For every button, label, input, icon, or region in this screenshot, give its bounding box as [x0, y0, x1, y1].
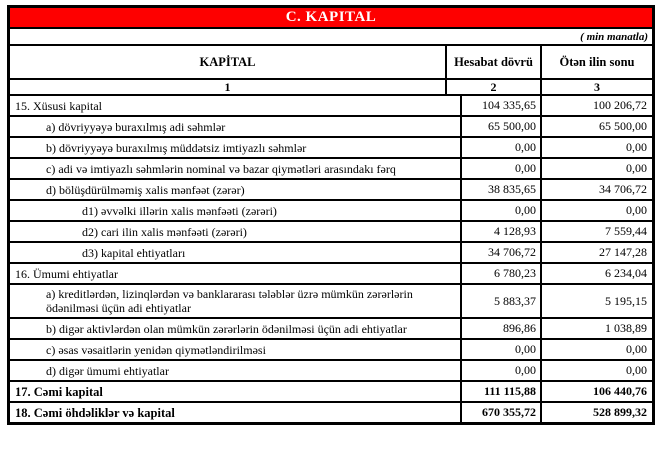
row-label: b) digər aktivlərdən olan mümkün zərərlərin ödənilməsi üçün adi ehtiyatlar: [10, 319, 462, 338]
capital-statement-table: [7, 5, 655, 425]
row-value-previous-year-end: 0,00: [626, 161, 647, 175]
row-value-previous-year-end: 65 500,00: [599, 119, 647, 133]
row-label: d3) kapital ehtiyatları: [10, 243, 462, 262]
unit-note: ( min manatla): [580, 30, 648, 43]
row-label: 15. Xüsusi kapital: [10, 96, 462, 115]
table-row: [10, 264, 652, 285]
row-value-previous-year-end: 1 038,89: [605, 321, 647, 335]
row-value-report-period: 65 500,00: [462, 117, 542, 136]
table-row: [10, 222, 652, 243]
row-value-report-period: 0,00: [462, 159, 542, 178]
table-row: [10, 285, 652, 319]
table-header-row: [10, 46, 652, 80]
section-title-bar: [10, 8, 652, 29]
column-number-1: 1: [10, 80, 447, 94]
row-value-report-period: 34 706,72: [462, 243, 542, 262]
row-value-report-period: 670 355,72: [462, 403, 542, 422]
table-row: [10, 96, 652, 117]
section-title: C. KAPITAL: [285, 9, 377, 25]
row-value-report-period: 38 835,65: [462, 180, 542, 199]
row-value-report-period: 104 335,65: [462, 96, 542, 115]
row-value-report-period: 0,00: [462, 138, 542, 157]
row-value-report-period: 0,00: [462, 201, 542, 220]
row-label: a) dövriyyəyə buraxılmış adi səhmlər: [10, 117, 462, 136]
table-row: [10, 403, 652, 422]
row-value-report-period: 111 115,88: [462, 382, 542, 401]
row-value-report-period: 0,00: [462, 361, 542, 380]
table-row: [10, 361, 652, 382]
table-row: [10, 117, 652, 138]
row-label: d2) cari ilin xalis mənfəəti (zərəri): [10, 222, 462, 241]
table-row: [10, 340, 652, 361]
table-row: [10, 243, 652, 264]
table-body: [10, 96, 652, 422]
header-previous-year-end-column: Ötən ilin sonu: [559, 54, 635, 69]
row-label: a) kreditlərdən, lizinqlərdən və banklararası tələblər üzrə mümkün zərərlərin ödənilməsi üçün adi ehtiyatlar: [10, 285, 462, 317]
table-row: [10, 159, 652, 180]
row-label: 16. Ümumi ehtiyatlar: [10, 264, 462, 283]
row-value-previous-year-end: 0,00: [626, 140, 647, 154]
column-number-row: [10, 80, 652, 96]
row-value-previous-year-end: 6 234,04: [605, 266, 647, 280]
row-value-previous-year-end: 100 206,72: [593, 98, 647, 112]
row-value-previous-year-end: 27 147,28: [599, 245, 647, 259]
row-value-previous-year-end: 7 559,44: [605, 224, 647, 238]
table-row: [10, 319, 652, 340]
row-value-previous-year-end: 5 195,15: [605, 293, 647, 308]
row-value-report-period: 6 780,23: [462, 264, 542, 283]
row-label: 17. Cəmi kapital: [10, 382, 462, 401]
row-label: d1) əvvəlki illərin xalis mənfəəti (zərəri): [10, 201, 462, 220]
header-label-column: KAPİTAL: [10, 46, 447, 78]
table-row: [10, 180, 652, 201]
row-value-report-period: 0,00: [462, 340, 542, 359]
table-row: [10, 201, 652, 222]
row-value-previous-year-end: 0,00: [626, 342, 647, 356]
row-label: b) dövriyyəyə buraxılmış müddətsiz imtiyazlı səhmlər: [10, 138, 462, 157]
row-label: 18. Cəmi öhdəliklər və kapital: [10, 403, 462, 422]
header-report-period-column: Hesabat dövrü: [447, 46, 542, 78]
row-value-previous-year-end: 0,00: [626, 363, 647, 377]
row-value-report-period: 896,86: [462, 319, 542, 338]
row-value-previous-year-end: 0,00: [626, 203, 647, 217]
unit-note-row: [10, 29, 652, 46]
row-label: c) əsas vəsaitlərin yenidən qiymətləndirilməsi: [10, 340, 462, 359]
column-number-3: 3: [594, 79, 600, 94]
row-label: d) bölüşdürülməmiş xalis mənfəət (zərər): [10, 180, 462, 199]
table-row: [10, 382, 652, 403]
column-number-2: 2: [447, 80, 542, 94]
row-value-previous-year-end: 528 899,32: [593, 405, 647, 419]
table-row: [10, 138, 652, 159]
row-value-report-period: 5 883,37: [462, 285, 542, 317]
row-value-previous-year-end: 106 440,76: [593, 384, 647, 398]
row-value-report-period: 4 128,93: [462, 222, 542, 241]
row-label: c) adi və imtiyazlı səhmlərin nominal və bazar qiymətləri arasındakı fərq: [10, 159, 462, 178]
row-label: d) digər ümumi ehtiyatlar: [10, 361, 462, 380]
row-value-previous-year-end: 34 706,72: [599, 182, 647, 196]
